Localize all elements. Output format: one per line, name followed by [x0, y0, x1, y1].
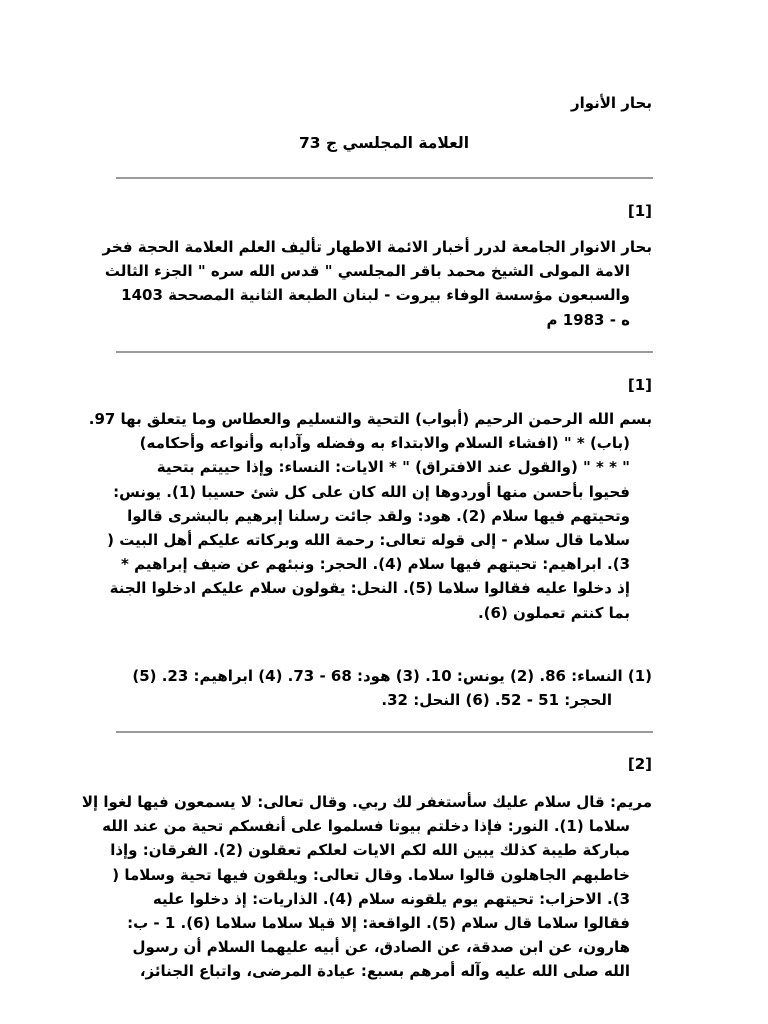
text-line: الله صلى الله عليه وآله أمرهم بسبع: عيادة المرضى، واتباع الجنائز، [139, 962, 630, 981]
text-line: فحيوا بأحسن منها أوردوها إن الله كان على كل شئ حسيبا (1). يونس: [113, 482, 630, 501]
text-line: 3). الاحزاب: تحيتهم يوم يلقونه سلام (4). الذاريات: إذ دخلوا عليه [152, 889, 630, 908]
publication-info [102, 235, 652, 332]
text-line: 3). ابراهيم: تحيتهم فيها سلام (4). الحجر: ونبئهم عن ضيف إبراهيم * [121, 555, 630, 574]
page-marker: [2] [627, 755, 652, 773]
text-line: بما كنتم تعملون (6). [477, 603, 630, 622]
text-line: سلاما (1). النور: فإذا دخلتم بيوتا فسلموا على أنفسكم تحية من عند الله [102, 817, 630, 836]
text-line: والسبعون مؤسسة الوفاء بيروت - لبنان الطبعة الثانية المصححة 1403 [121, 286, 630, 305]
page-marker: [1] [627, 376, 652, 394]
text-line: الامة المولى الشيخ محمد باقر المجلسي " قدس الله سره " الجزء الثالث [104, 262, 630, 281]
text-line: بحار الانوار الجامعة لدرر أخبار الائمة الاطهار تأليف العلم العلامة الحجة فخر [102, 238, 652, 256]
body-paragraph [88, 407, 652, 625]
text-line: خاطبهم الجاهلون قالوا سلاما. وقال تعالى: ويلقون فيها تحية وسلاما ( [112, 865, 630, 884]
text-line: إذ دخلوا عليه فقالوا سلاما (5). النحل: يقولون سلام عليكم ادخلوا الجنة [109, 579, 630, 598]
text-line: وتحيتهم فيها سلام (2). هود: ولقد جائت رسلنا إبرهيم بالبشرى قالوا [127, 506, 630, 525]
text-line: سلاما قال سلام - إلى قوله تعالى: رحمة الله وبركاته عليكم أهل البيت ( [107, 531, 630, 550]
text-line: (باب) * " (افشاء السلام والابتداء به وفضله وآدابه وأنواعه وأحكامه) [139, 434, 630, 453]
divider [116, 177, 653, 179]
text-line: هارون، عن ابن صدقة، عن الصادق، عن أبيه عليهما السلام أن رسول [132, 938, 630, 957]
text-line: " * * " (والقول عند الافتراق) " * الايات: النساء: وإذا حييتم بتحية [156, 458, 630, 477]
text-line: مريم: قال سلام عليك سأستغفر لك ربي. وقال تعالى: لا يسمعون فيها لغوا إلا [81, 793, 652, 811]
footnotes [115, 664, 652, 712]
divider [116, 731, 653, 733]
page-marker: [1] [627, 202, 652, 220]
text-line: فقالوا سلاما قال سلام (5). الواقعة: إلا قيلا سلاما سلاما (6). 1 - ب: [127, 914, 630, 933]
divider [116, 351, 653, 353]
body-paragraph [81, 790, 652, 984]
text-line: ه - 1983 م [546, 310, 630, 329]
book-title: بحار الأنوار [570, 94, 652, 112]
footnote-line: الحجر: 51 - 52. (6) النحل: 32. [381, 691, 612, 710]
volume-title: العلامة المجلسي ج 73 [298, 134, 470, 152]
text-line: مباركة طيبة كذلك يبين الله لكم الايات لعلكم تعقلون (2). الفرقان: وإذا [110, 841, 630, 860]
text-line: بسم الله الرحمن الرحيم (أبواب) التحية والتسليم والعطاس وما يتعلق بها 97. [88, 410, 652, 428]
footnote-line: (1) النساء: 86. (2) يونس: 10. (3) هود: 68 - 73. (4) ابراهيم: 23. (5) [132, 667, 652, 685]
